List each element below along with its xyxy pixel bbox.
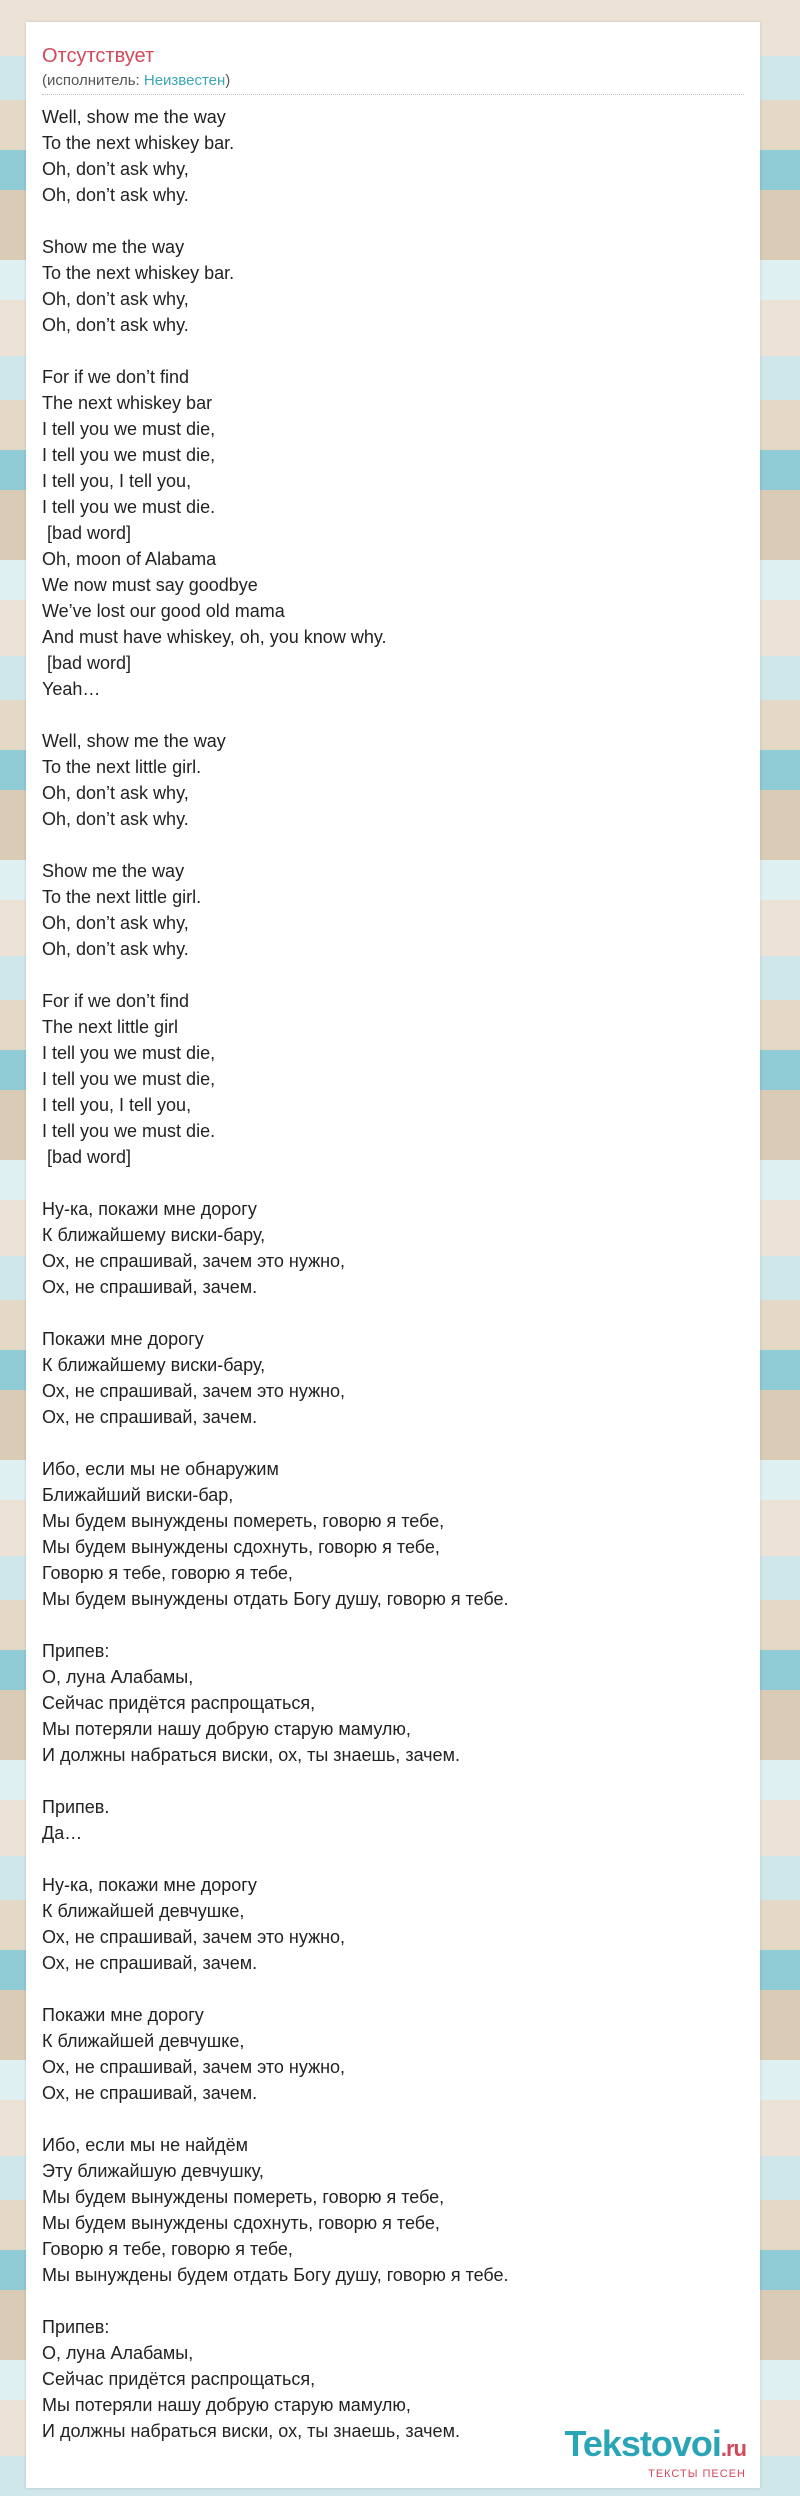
- lyric-line: Oh, don’t ask why,: [42, 159, 189, 179]
- lyric-line: Oh, don’t ask why.: [42, 185, 189, 205]
- stanza-gap: [42, 1768, 742, 1794]
- logo-tld: .ru: [720, 2436, 746, 2461]
- lyric-line: К ближайшему виски-бару,: [42, 1225, 266, 1245]
- lyric-line: Ибо, если мы не найдём: [42, 2135, 248, 2155]
- stanza-gap: [42, 208, 742, 234]
- lyric-line: I tell you we must die,: [42, 419, 216, 439]
- lyric-line: Oh, don’t ask why,: [42, 783, 189, 803]
- lyric-line: Ближайший виски-бар,: [42, 1485, 234, 1505]
- lyric-line: The next little girl: [42, 1017, 179, 1037]
- lyric-line: Ох, не спрашивай, зачем это нужно,: [42, 1927, 346, 1947]
- lyric-line: I tell you we must die,: [42, 445, 216, 465]
- lyric-line: The next whiskey bar: [42, 393, 213, 413]
- lyric-line: Говорю я тебе, говорю я тебе,: [42, 2239, 293, 2259]
- lyric-line: Мы потеряли нашу добрую старую мамулю,: [42, 2395, 411, 2415]
- stanza-gap: [42, 1170, 742, 1196]
- lyric-line: Yeah…: [42, 679, 101, 699]
- lyric-line: I tell you we must die.: [42, 1121, 216, 1141]
- site-logo[interactable]: [565, 2425, 747, 2480]
- lyric-line: Покажи мне дорогу: [42, 1329, 204, 1349]
- logo-tagline: ТЕКСТЫ ПЕСЕН: [648, 2468, 746, 2480]
- stanza-gap: [42, 1300, 742, 1326]
- artist-line: [42, 72, 230, 90]
- lyric-line: Ну-ка, покажи мне дорогу: [42, 1875, 257, 1895]
- artist-prefix: (исполнитель:: [42, 72, 144, 89]
- lyric-line: О, луна Алабамы,: [42, 2343, 194, 2363]
- lyric-line: Ну-ка, покажи мне дорогу: [42, 1199, 257, 1219]
- lyric-line: Show me the way: [42, 861, 185, 881]
- lyric-line: I tell you, I tell you,: [42, 1095, 192, 1115]
- stanza-gap: [42, 962, 742, 988]
- lyric-line: Мы будем вынуждены сдохнуть, говорю я тебе,: [42, 2213, 440, 2233]
- lyric-line: К ближайшему виски-бару,: [42, 1355, 266, 1375]
- artist-suffix: ): [225, 72, 231, 89]
- lyric-line: К ближайшей девчушке,: [42, 1901, 245, 1921]
- lyric-line: To the next whiskey bar.: [42, 263, 235, 283]
- lyric-line: I tell you we must die.: [42, 497, 216, 517]
- lyric-line: Oh, don’t ask why.: [42, 939, 189, 959]
- stanza-gap: [42, 1612, 742, 1638]
- lyric-line: Ох, не спрашивай, зачем это нужно,: [42, 1381, 346, 1401]
- lyric-line: Припев.: [42, 1797, 110, 1817]
- lyric-line: Да…: [42, 1823, 83, 1843]
- lyric-line: Сейчас придётся распрощаться,: [42, 2369, 316, 2389]
- lyric-line: Мы вынуждены будем отдать Богу душу, говорю я тебе.: [42, 2265, 509, 2285]
- lyric-line: Well, show me the way: [42, 107, 226, 127]
- lyric-line: Говорю я тебе, говорю я тебе,: [42, 1563, 293, 1583]
- lyrics-text: [42, 104, 742, 2444]
- lyric-line: To the next little girl.: [42, 887, 202, 907]
- lyric-line: И должны набраться виски, ох, ты знаешь, зачем.: [42, 2421, 460, 2441]
- lyric-line: Припев:: [42, 2317, 110, 2337]
- stanza-gap: [42, 1976, 742, 2002]
- stanza-gap: [42, 832, 742, 858]
- lyric-line: И должны набраться виски, ох, ты знаешь, зачем.: [42, 1745, 460, 1765]
- lyrics-page: [26, 22, 760, 2488]
- logo-wordmark: [565, 2425, 747, 2468]
- lyric-line: К ближайшей девчушке,: [42, 2031, 245, 2051]
- lyric-line: Ибо, если мы не обнаружим: [42, 1459, 279, 1479]
- lyric-line: О, луна Алабамы,: [42, 1667, 194, 1687]
- lyric-line: I tell you we must die,: [42, 1043, 216, 1063]
- lyric-line: Припев:: [42, 1641, 110, 1661]
- artist-link[interactable]: Неизвестен: [143, 72, 226, 89]
- lyric-line: Мы потеряли нашу добрую старую мамулю,: [42, 1719, 411, 1739]
- lyric-line: [bad word]: [42, 653, 132, 673]
- stanza-gap: [42, 338, 742, 364]
- lyric-line: Мы будем вынуждены помереть, говорю я тебе,: [42, 2187, 445, 2207]
- lyric-line: Покажи мне дорогу: [42, 2005, 204, 2025]
- lyric-line: Well, show me the way: [42, 731, 226, 751]
- lyric-line: Ох, не спрашивай, зачем.: [42, 1277, 258, 1297]
- lyric-line: I tell you, I tell you,: [42, 471, 192, 491]
- lyric-line: Мы будем вынуждены отдать Богу душу, говорю я тебе.: [42, 1589, 509, 1609]
- stanza-gap: [42, 702, 742, 728]
- stanza-gap: [42, 1430, 742, 1456]
- stanza-gap: [42, 1846, 742, 1872]
- lyric-line: To the next whiskey bar.: [42, 133, 235, 153]
- lyric-line: For if we don’t find: [42, 367, 190, 387]
- lyric-line: Ох, не спрашивай, зачем.: [42, 1953, 258, 1973]
- title-divider: [42, 94, 744, 95]
- lyric-line: Мы будем вынуждены сдохнуть, говорю я тебе,: [42, 1537, 440, 1557]
- lyric-line: Ох, не спрашивай, зачем это нужно,: [42, 2057, 346, 2077]
- lyric-line: Oh, moon of Alabama: [42, 549, 217, 569]
- stanza-gap: [42, 2288, 742, 2314]
- lyric-line: Сейчас придётся распрощаться,: [42, 1693, 316, 1713]
- stanza-gap: [42, 2106, 742, 2132]
- logo-main-text: Tekstovoi: [564, 2423, 721, 2464]
- lyric-line: Show me the way: [42, 237, 185, 257]
- lyric-line: We now must say goodbye: [42, 575, 258, 595]
- lyric-line: Oh, don’t ask why.: [42, 809, 189, 829]
- lyric-line: For if we don’t find: [42, 991, 190, 1011]
- lyric-line: Ох, не спрашивай, зачем.: [42, 2083, 258, 2103]
- lyric-line: Oh, don’t ask why,: [42, 289, 189, 309]
- lyric-line: [bad word]: [42, 1147, 132, 1167]
- lyric-line: Эту ближайшую девчушку,: [42, 2161, 264, 2181]
- lyric-line: [bad word]: [42, 523, 132, 543]
- lyric-line: To the next little girl.: [42, 757, 202, 777]
- lyric-line: And must have whiskey, oh, you know why.: [42, 627, 387, 647]
- lyric-line: We’ve lost our good old mama: [42, 601, 285, 621]
- song-title: Отсутствует: [42, 45, 155, 67]
- lyric-line: Ох, не спрашивай, зачем.: [42, 1407, 258, 1427]
- lyric-line: Oh, don’t ask why,: [42, 913, 189, 933]
- lyric-line: Ох, не спрашивай, зачем это нужно,: [42, 1251, 346, 1271]
- lyric-line: I tell you we must die,: [42, 1069, 216, 1089]
- lyric-line: Мы будем вынуждены помереть, говорю я тебе,: [42, 1511, 445, 1531]
- lyric-line: Oh, don’t ask why.: [42, 315, 189, 335]
